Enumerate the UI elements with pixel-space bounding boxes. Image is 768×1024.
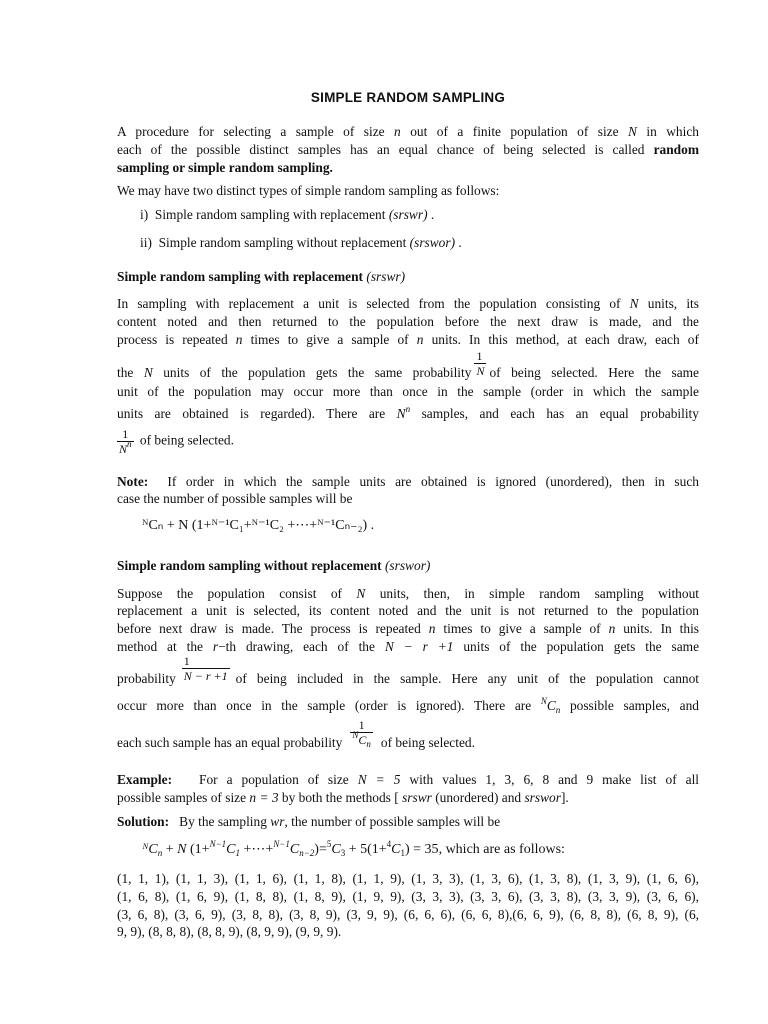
fraction-1-over-N: $\frac{1}{N}$ — [476, 349, 485, 378]
page-title: SIMPLE RANDOM SAMPLING — [310, 90, 506, 105]
intro-line-1: A procedure for selecting a sample of size n out of a finite population of size N in which — [117, 124, 699, 139]
samples-line-2: (1, 6, 8), (1, 6, 9), (1, 8, 8), (1, 8, 9), (1, 9, 9), (3, 3, 3), (3, 3, 6), (3, 3, 8), (3, 3, 9), (3, 6, 6), — [117, 889, 699, 904]
srswor-line-4: method at the r−th drawing, each of the N − r +1 units of the population gets the same — [117, 639, 700, 654]
srswr-line-3: process is repeated n times to give a sample of n units. In this method, at each draw, each of — [117, 332, 699, 347]
srswor-line-7: each such sample has an equal probability $\frac{1}{^NC_n}$ of being selected. — [117, 718, 475, 750]
samples-line-4: 9, 9), (8, 8, 8), (8, 8, 9), (8, 9, 9), (9, 9, 9). — [117, 924, 342, 939]
intro-line-4: We may have two distinct types of simple random sampling as follows: — [117, 183, 500, 198]
intro-line-2: each of the possible distinct samples has an equal chance of being selected is called random — [117, 142, 699, 157]
srswor-line-5: probability $\frac{1}{N - r +1}$ of being included in the sample. Here any unit of the population cannot — [117, 654, 699, 686]
srswr-line-1: In sampling with replacement a unit is selected from the population consisting of N units, its — [117, 296, 699, 311]
note-formula: ᴺCₙ + N (1+ᴺ⁻¹C₁+ᴺ⁻¹C₂ +⋯+ᴺ⁻¹Cₙ₋₂) . — [142, 518, 375, 533]
srswr-heading: Simple random sampling with replacement (srswr) — [117, 269, 406, 284]
solution-line-1: Solution: By the sampling wr, the number of possible samples will be — [117, 814, 501, 829]
srswr-line-4: the N units of the population gets the same probability $\frac{1}{N}$ of being selected. Here the same — [117, 349, 699, 380]
srswr-line-7: $\frac{1}{N^n}$ of being selected. — [119, 427, 234, 456]
example-line-1: Example: For a population of size N = 5 with values 1, 3, 6, 8 and 9 make list of all — [117, 772, 700, 787]
srswor-line-1: Suppose the population consist of N units, then, in simple random sampling without — [117, 586, 699, 601]
srswr-line-5: unit of the population may occur more than once in the sample (order in which the sample — [117, 384, 699, 399]
srswr-line-2: content noted and then returned to the population before the next draw is made, and the — [117, 314, 699, 329]
samples-line-1: (1, 1, 1), (1, 1, 3), (1, 1, 6), (1, 1, 8), (1, 1, 9), (1, 3, 3), (1, 3, 6), (1, 3, 8), (1, 3, 9), (1, 6, 6), — [117, 871, 699, 886]
samples-line-3: (3, 6, 8), (3, 6, 9), (3, 8, 8), (3, 8, 9), (3, 9, 9), (6, 6, 6), (6, 6, 8),(6, 6, 9), (6, 8, 8), (6, 8, 9), (6, — [117, 907, 699, 922]
srswor-heading: Simple random sampling without replacement (srswor) — [117, 558, 431, 573]
fraction-1-over-NCn: $\frac{1}{^NC_n}$ — [352, 718, 371, 749]
srswor-line-3: before next draw is made. The process is repeated n times to give a sample of n units. In this — [117, 621, 700, 636]
srswor-line-2: replacement a unit is selected, its content noted and the unit is not returned to the population — [117, 603, 699, 618]
list-item: i) Simple random sampling with replacement (srswr) . — [140, 207, 435, 222]
intro-line-3: sampling or simple random sampling. — [117, 160, 333, 175]
fraction-1-over-N-n: $\frac{1}{N^n}$ — [119, 427, 132, 456]
note-line-1: Note: If order in which the sample units are obtained is ignored (unordered), then in such — [117, 474, 699, 489]
note-line-2: case the number of possible samples will be — [117, 491, 353, 506]
list-item: ii) Simple random sampling without replacement (srswor) . — [140, 235, 462, 250]
fraction-1-over-N-r-1: $\frac{1}{N - r +1}$ — [183, 654, 228, 683]
example-line-2: possible samples of size n = 3 by both the methods [ srswr (unordered) and srswor]. — [117, 790, 569, 805]
srswr-line-6: units are obtained is regarded). There are $N^n$ samples, and each has an equal probability — [117, 404, 699, 421]
srswor-line-6: occur more than once in the sample (order is ignored). There are $^NC_n$ possible samples, and — [117, 696, 699, 715]
solution-formula: ᴺC$_n$ + N ($1+^{N-1}C_1$ $+\cdots+^{N-1}C_{n-2})=^5C_3 + 5(1+^4C_1) = 35$, which are as follows: — [142, 839, 565, 858]
